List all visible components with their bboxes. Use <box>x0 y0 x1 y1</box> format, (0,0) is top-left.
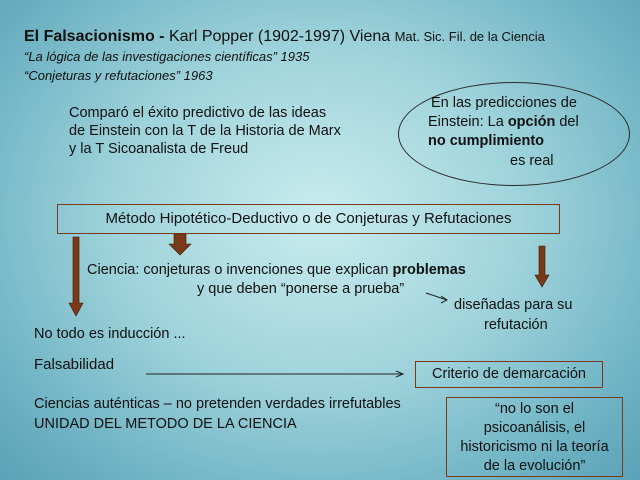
not-induction-text: No todo es inducción ... <box>34 326 186 342</box>
not-science-line-1: “no lo son el <box>495 401 574 417</box>
ellipse-line-2-pre: Einstein: La <box>428 114 508 130</box>
refutation-line-1: diseñadas para su <box>454 297 573 313</box>
not-science-line-4: de la evolución” <box>483 458 586 474</box>
demarcation-box: Criterio de demarcación <box>415 361 603 388</box>
authentic-line-2: UNIDAD DEL METODO DE LA CIENCIA <box>34 416 297 432</box>
ellipse-line-1: En las predicciones de <box>431 95 577 111</box>
science-line-1-pre: Ciencia: conjeturas o invenciones que explican <box>87 262 393 278</box>
title-separator: - <box>154 28 169 45</box>
ellipse-line-3: no cumplimiento <box>428 133 544 149</box>
science-line-2: y que deben “ponerse a prueba” <box>197 281 405 297</box>
comparison-line-1: Comparó el éxito predictivo de las ideas <box>69 105 327 121</box>
reference-1: “La lógica de las investigaciones científicas” 1935 <box>24 49 310 64</box>
not-science-box <box>446 397 623 477</box>
ellipse-line-2-post: del <box>555 114 579 130</box>
not-science-line-3: historicismo ni la teoría <box>460 439 609 455</box>
title-field: Mat. Sic. Fil. de la Ciencia <box>394 29 545 44</box>
arrow-down-left <box>69 237 83 316</box>
arrow-down-center <box>169 234 191 255</box>
refutation-line-2: refutación <box>484 317 548 333</box>
ellipse-line-4: es real <box>510 153 554 169</box>
comparison-line-3: y la T Sicoanalista de Freud <box>69 141 249 157</box>
title-years: (1902-1997) Viena <box>253 28 395 45</box>
authentic-line-1: Ciencias auténticas – no pretenden verdades irrefutables <box>34 396 401 412</box>
title-bold: El Falsacionismo <box>24 28 155 45</box>
title-author: Karl Popper <box>168 28 254 45</box>
arrow-refutation-line <box>426 293 447 300</box>
reference-2: “Conjeturas y refutaciones” 1963 <box>24 68 213 83</box>
not-science-line-2: psicoanálisis, el <box>483 420 586 436</box>
science-line-1 <box>87 261 466 279</box>
falsability-label: Falsabilidad <box>34 356 115 373</box>
comparison-line-2: de Einstein con la T de la Historia de Marx <box>69 123 341 139</box>
method-box: Método Hipotético-Deductivo o de Conjeturas y Refutaciones <box>57 204 560 234</box>
science-line-1-bold: problemas <box>392 262 466 278</box>
arrow-down-right <box>535 246 549 287</box>
ellipse-line-2-bold: opción <box>507 114 556 130</box>
